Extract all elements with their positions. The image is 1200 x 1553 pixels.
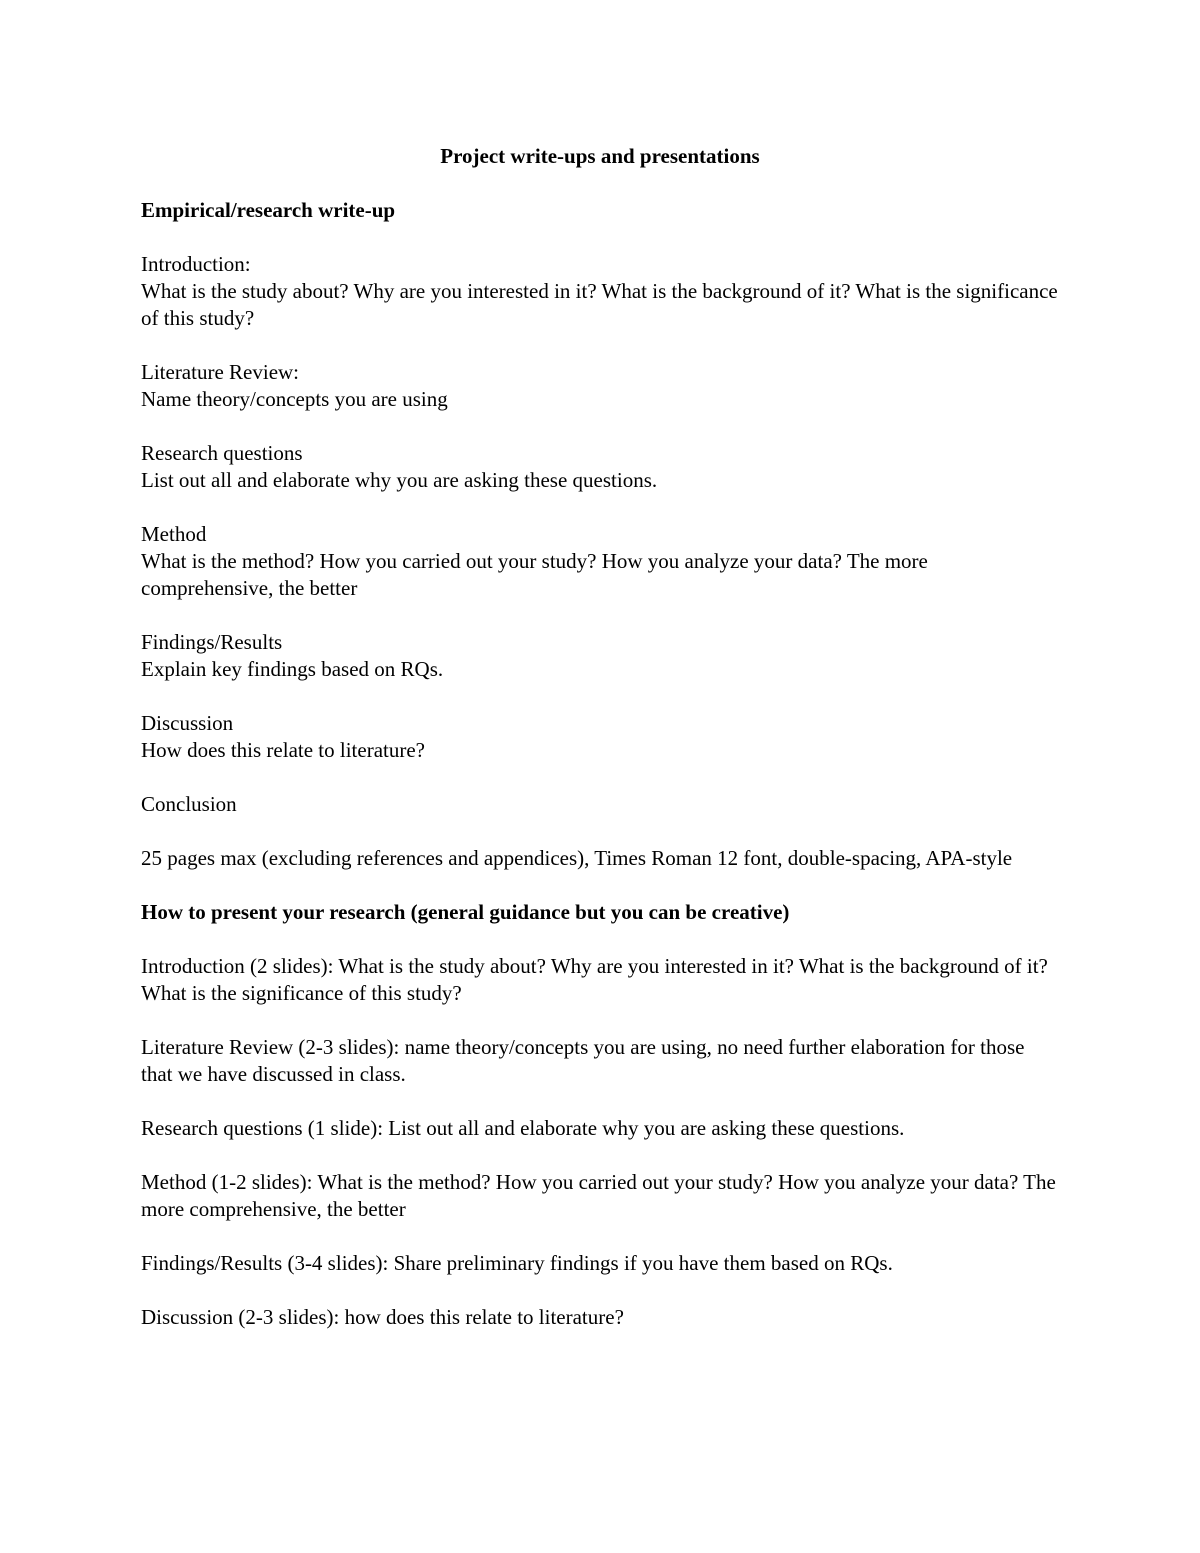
section-label: Introduction:	[141, 252, 251, 276]
section-label: Conclusion	[141, 792, 237, 816]
document-body	[141, 197, 1061, 1358]
presentation-item-discussion: Discussion (2-3 slides): how does this relate to literature?	[141, 1305, 624, 1329]
section-text: Name theory/concepts you are using	[141, 387, 448, 411]
writeup-section-literature-review	[141, 359, 1061, 413]
writeup-section-introduction	[141, 251, 1061, 332]
section-label: Literature Review:	[141, 360, 300, 384]
presentation-item-research-questions: Research questions (1 slide): List out all and elaborate why you are asking these questions.	[141, 1116, 905, 1140]
presentation-item-introduction: Introduction (2 slides): What is the study about? Why are you interested in it? What is the background of it? What is the significance of this study?	[141, 954, 1048, 1005]
document-title: Project write-ups and presentations	[440, 144, 760, 168]
writeup-section-method	[141, 521, 1061, 602]
presentation-item-literature-review: Literature Review (2-3 slides): name theory/concepts you are using, no need further elaboration for those that we have discussed in class.	[141, 1035, 1025, 1086]
writeup-heading: Empirical/research write-up	[141, 198, 396, 222]
section-label: Research questions	[141, 441, 303, 465]
section-text: List out all and elaborate why you are asking these questions.	[141, 468, 658, 492]
section-text: What is the method? How you carried out your study? How you analyze your data? The more comprehensive, the better	[141, 549, 928, 600]
writeup-section-conclusion	[141, 791, 1061, 818]
format-note	[141, 845, 1061, 872]
section-label: Findings/Results	[141, 630, 283, 654]
writeup-section-discussion	[141, 710, 1061, 764]
presentation-item-findings: Findings/Results (3-4 slides): Share preliminary findings if you have them based on RQs.	[141, 1251, 893, 1275]
format-note-text: 25 pages max (excluding references and appendices), Times Roman 12 font, double-spacing, APA-style	[141, 846, 1013, 870]
section-label: Discussion	[141, 711, 234, 735]
presentation-heading: How to present your research (general guidance but you can be creative)	[141, 900, 790, 924]
section-text: How does this relate to literature?	[141, 738, 425, 762]
section-text: Explain key findings based on RQs.	[141, 657, 444, 681]
writeup-section-findings	[141, 629, 1061, 683]
presentation-item-method: Method (1-2 slides): What is the method? How you carried out your study? How you analyze your data? The more comprehensive, the better	[141, 1170, 1056, 1221]
writeup-section-research-questions	[141, 440, 1061, 494]
section-text: What is the study about? Why are you interested in it? What is the background of it? What is the significance of this study?	[141, 279, 1058, 330]
section-label: Method	[141, 522, 207, 546]
